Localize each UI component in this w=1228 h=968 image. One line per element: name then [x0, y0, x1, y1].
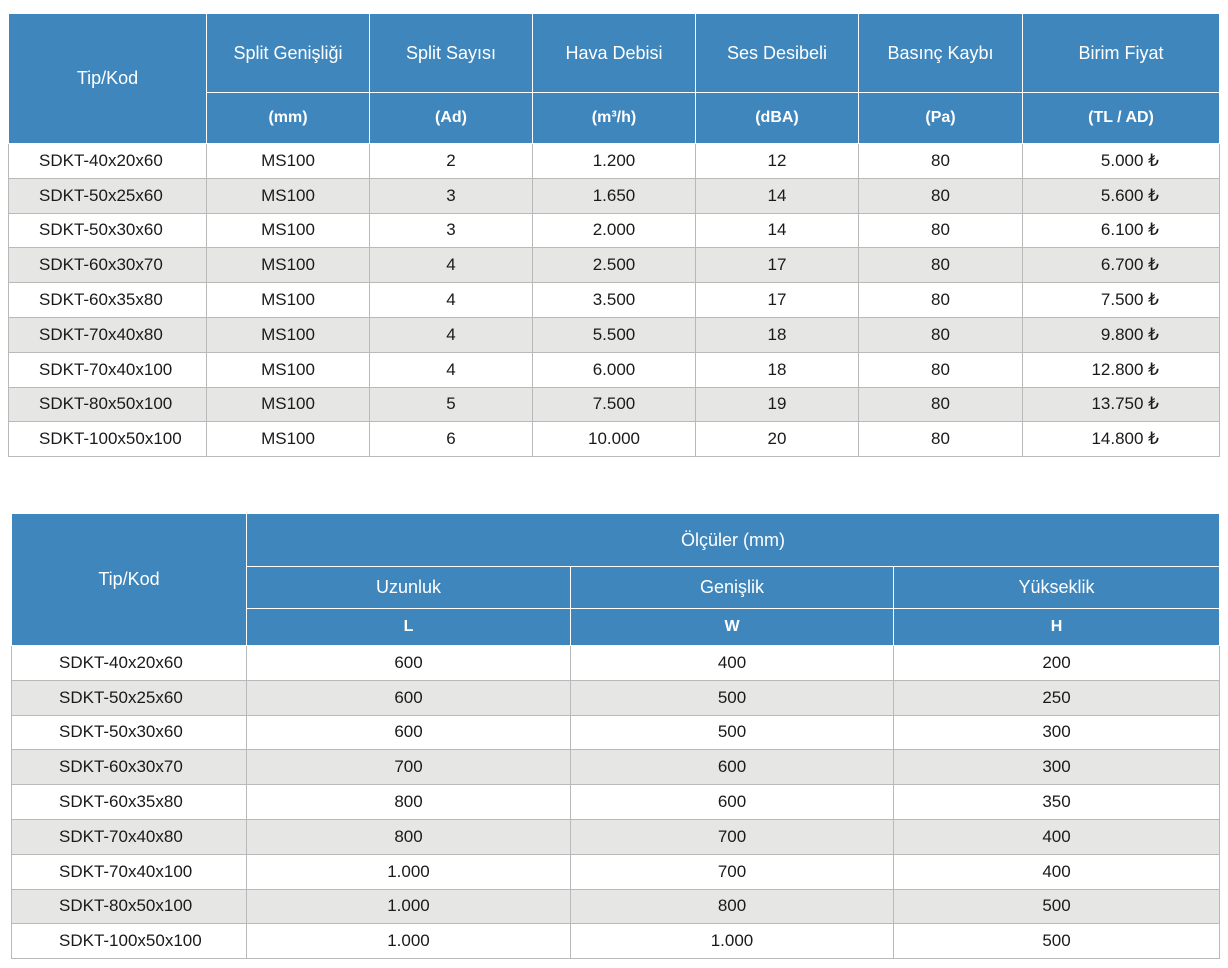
column-header-sound: Ses Desibeli — [696, 14, 859, 93]
cell-height: 500 — [894, 889, 1220, 924]
cell-code: SDKT-70x40x80 — [12, 819, 247, 854]
cell-code: SDKT-50x25x60 — [9, 178, 207, 213]
cell-split: MS100 — [207, 178, 370, 213]
column-header-width: Genişlik — [571, 567, 894, 609]
table-row — [9, 178, 1220, 213]
cell-count: 4 — [370, 283, 533, 318]
symbol-h: H — [894, 609, 1220, 646]
cell-code: SDKT-100x50x100 — [9, 422, 207, 457]
cell-flow: 2.000 — [533, 213, 696, 248]
cell-db: 17 — [696, 248, 859, 283]
column-header-air-flow: Hava Debisi — [533, 14, 696, 93]
cell-flow: 2.500 — [533, 248, 696, 283]
cell-width: 800 — [571, 889, 894, 924]
column-header-code: Tip/Kod — [12, 514, 247, 646]
table-row — [12, 715, 1220, 750]
cell-code: SDKT-100x50x100 — [12, 924, 247, 959]
table-row — [9, 387, 1220, 422]
cell-length: 700 — [247, 750, 571, 785]
cell-price: 6.100 ₺ — [1023, 213, 1220, 248]
table-row — [12, 785, 1220, 820]
dimension-table-group-row — [12, 514, 1220, 567]
column-header-length: Uzunluk — [247, 567, 571, 609]
cell-height: 350 — [894, 785, 1220, 820]
cell-pa: 80 — [859, 422, 1023, 457]
table-row — [12, 889, 1220, 924]
cell-db: 17 — [696, 283, 859, 318]
column-header-split-width: Split Genişliği — [207, 14, 370, 93]
table-row — [12, 646, 1220, 681]
cell-split: MS100 — [207, 248, 370, 283]
cell-price: 12.800 ₺ — [1023, 352, 1220, 387]
cell-width: 700 — [571, 854, 894, 889]
unit-pressure: (Pa) — [859, 93, 1023, 144]
cell-count: 3 — [370, 213, 533, 248]
cell-split: MS100 — [207, 144, 370, 179]
unit-price: (TL / AD) — [1023, 93, 1220, 144]
unit-air-flow: (m³/h) — [533, 93, 696, 144]
symbol-l: L — [247, 609, 571, 646]
cell-db: 18 — [696, 317, 859, 352]
price-table — [8, 13, 1220, 457]
unit-split-width: (mm) — [207, 93, 370, 144]
cell-pa: 80 — [859, 283, 1023, 318]
cell-flow: 1.200 — [533, 144, 696, 179]
cell-pa: 80 — [859, 352, 1023, 387]
table-row — [9, 248, 1220, 283]
cell-split: MS100 — [207, 283, 370, 318]
cell-flow: 5.500 — [533, 317, 696, 352]
column-header-price: Birim Fiyat — [1023, 14, 1220, 93]
cell-code: SDKT-50x25x60 — [12, 680, 247, 715]
cell-price: 6.700 ₺ — [1023, 248, 1220, 283]
cell-length: 1.000 — [247, 924, 571, 959]
cell-width: 500 — [571, 680, 894, 715]
cell-code: SDKT-50x30x60 — [9, 213, 207, 248]
table-row — [12, 819, 1220, 854]
unit-sound: (dBA) — [696, 93, 859, 144]
cell-pa: 80 — [859, 144, 1023, 179]
cell-code: SDKT-60x30x70 — [12, 750, 247, 785]
cell-flow: 10.000 — [533, 422, 696, 457]
cell-count: 4 — [370, 352, 533, 387]
table-row — [9, 213, 1220, 248]
cell-width: 700 — [571, 819, 894, 854]
symbol-w: W — [571, 609, 894, 646]
cell-price: 5.000 ₺ — [1023, 144, 1220, 179]
cell-length: 600 — [247, 715, 571, 750]
cell-flow: 1.650 — [533, 178, 696, 213]
cell-flow: 6.000 — [533, 352, 696, 387]
cell-count: 5 — [370, 387, 533, 422]
cell-code: SDKT-50x30x60 — [12, 715, 247, 750]
cell-height: 250 — [894, 680, 1220, 715]
table-row — [12, 924, 1220, 959]
cell-count: 4 — [370, 317, 533, 352]
cell-code: SDKT-70x40x80 — [9, 317, 207, 352]
cell-length: 800 — [247, 785, 571, 820]
cell-db: 14 — [696, 178, 859, 213]
cell-price: 9.800 ₺ — [1023, 317, 1220, 352]
cell-db: 18 — [696, 352, 859, 387]
table-row — [9, 317, 1220, 352]
cell-width: 600 — [571, 785, 894, 820]
table-row — [12, 854, 1220, 889]
cell-code: SDKT-70x40x100 — [12, 854, 247, 889]
cell-split: MS100 — [207, 387, 370, 422]
cell-count: 6 — [370, 422, 533, 457]
cell-width: 600 — [571, 750, 894, 785]
cell-pa: 80 — [859, 317, 1023, 352]
cell-split: MS100 — [207, 213, 370, 248]
cell-height: 300 — [894, 715, 1220, 750]
cell-width: 1.000 — [571, 924, 894, 959]
cell-code: SDKT-40x20x60 — [12, 646, 247, 681]
column-header-pressure: Basınç Kaybı — [859, 14, 1023, 93]
cell-db: 14 — [696, 213, 859, 248]
cell-code: SDKT-60x35x80 — [9, 283, 207, 318]
cell-length: 600 — [247, 646, 571, 681]
cell-db: 19 — [696, 387, 859, 422]
cell-code: SDKT-70x40x100 — [9, 352, 207, 387]
column-header-code: Tip/Kod — [9, 14, 207, 144]
cell-height: 200 — [894, 646, 1220, 681]
cell-height: 400 — [894, 819, 1220, 854]
cell-price: 7.500 ₺ — [1023, 283, 1220, 318]
cell-split: MS100 — [207, 352, 370, 387]
cell-code: SDKT-60x35x80 — [12, 785, 247, 820]
table-row — [9, 352, 1220, 387]
column-group-dimensions: Ölçüler (mm) — [247, 514, 1220, 567]
column-header-split-count: Split Sayısı — [370, 14, 533, 93]
cell-price: 5.600 ₺ — [1023, 178, 1220, 213]
cell-db: 20 — [696, 422, 859, 457]
cell-count: 3 — [370, 178, 533, 213]
cell-pa: 80 — [859, 248, 1023, 283]
cell-height: 300 — [894, 750, 1220, 785]
cell-price: 13.750 ₺ — [1023, 387, 1220, 422]
price-table-header-row — [9, 14, 1220, 93]
cell-flow: 3.500 — [533, 283, 696, 318]
dimension-table — [11, 513, 1220, 959]
cell-length: 1.000 — [247, 854, 571, 889]
table-row — [9, 144, 1220, 179]
table-row — [12, 750, 1220, 785]
cell-length: 600 — [247, 680, 571, 715]
cell-flow: 7.500 — [533, 387, 696, 422]
table-row — [12, 680, 1220, 715]
cell-width: 400 — [571, 646, 894, 681]
cell-split: MS100 — [207, 317, 370, 352]
table-row — [9, 422, 1220, 457]
cell-height: 500 — [894, 924, 1220, 959]
cell-pa: 80 — [859, 387, 1023, 422]
cell-pa: 80 — [859, 213, 1023, 248]
table-row — [9, 283, 1220, 318]
cell-length: 1.000 — [247, 889, 571, 924]
cell-count: 4 — [370, 248, 533, 283]
cell-pa: 80 — [859, 178, 1023, 213]
cell-count: 2 — [370, 144, 533, 179]
cell-price: 14.800 ₺ — [1023, 422, 1220, 457]
cell-code: SDKT-80x50x100 — [12, 889, 247, 924]
cell-code: SDKT-60x30x70 — [9, 248, 207, 283]
cell-code: SDKT-40x20x60 — [9, 144, 207, 179]
cell-length: 800 — [247, 819, 571, 854]
cell-height: 400 — [894, 854, 1220, 889]
cell-width: 500 — [571, 715, 894, 750]
cell-code: SDKT-80x50x100 — [9, 387, 207, 422]
column-header-height: Yükseklik — [894, 567, 1220, 609]
unit-split-count: (Ad) — [370, 93, 533, 144]
cell-split: MS100 — [207, 422, 370, 457]
cell-db: 12 — [696, 144, 859, 179]
